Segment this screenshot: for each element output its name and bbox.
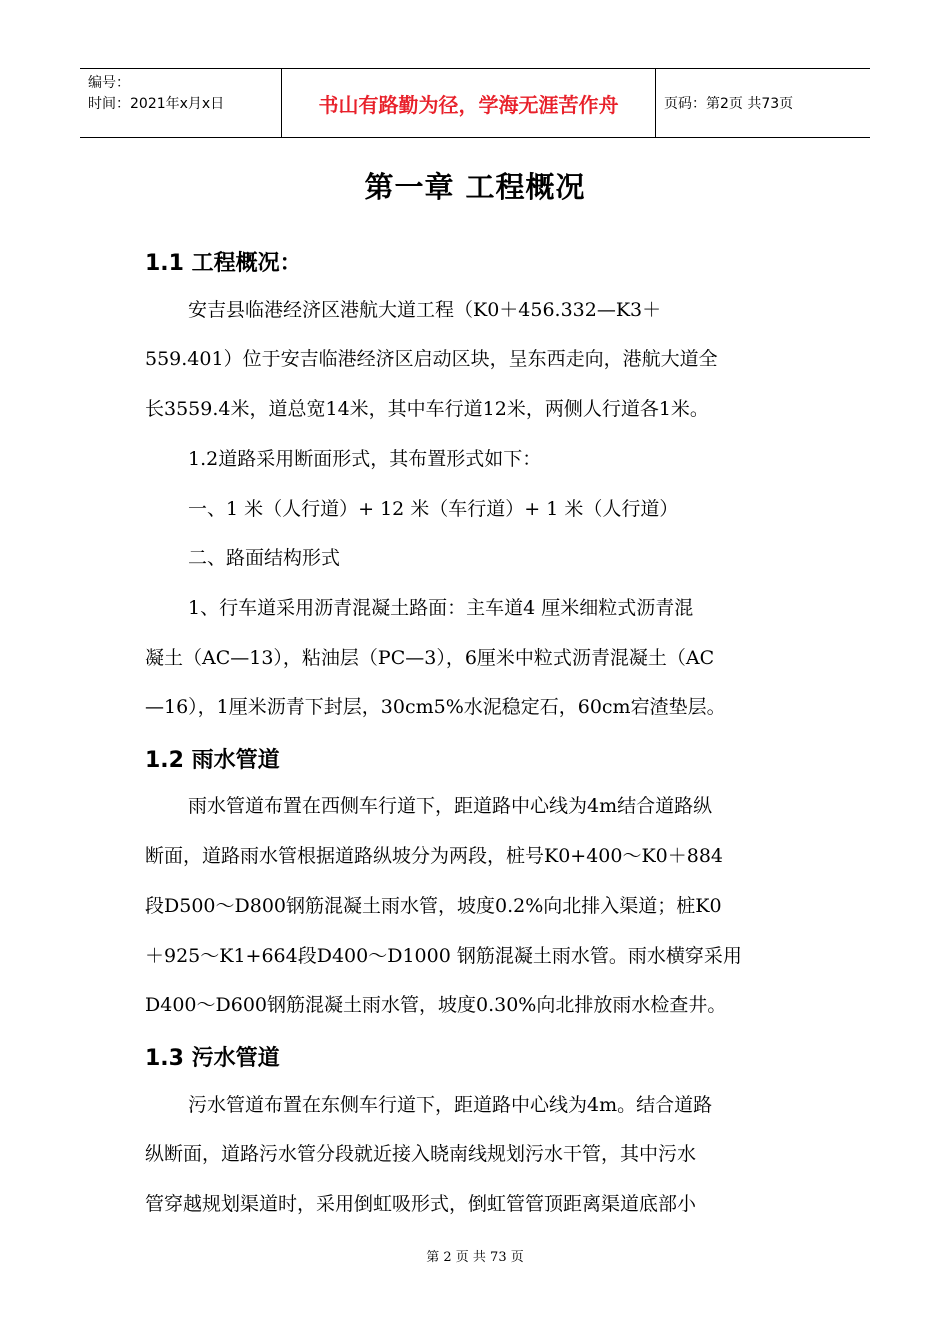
paragraph-line: 段D500～D800钢筋混凝土雨水管，坡度0.2%向北排入渠道；桩K0 <box>145 895 722 917</box>
section-heading-1-3: 1.3 污水管道 <box>145 1046 280 1071</box>
header-motto: 书山有路勤为径，学海无涯苦作舟 <box>281 69 656 137</box>
paragraph-line: ＋925～K1+664段D400～D1000 钢筋混凝土雨水管。雨水横穿采用 <box>145 945 742 967</box>
paragraph-line: —16），1厘米沥青下封层，30cm5%水泥稳定石，60cm宕渣垫层。 <box>145 696 726 718</box>
paragraph-line: 559.401）位于安吉临港经济区启动区块，呈东西走向，港航大道全 <box>145 348 718 370</box>
paragraph-line: 1、行车道采用沥青混凝土路面：主车道4 厘米细粒式沥青混 <box>188 597 694 619</box>
chapter-title: 第一章 工程概况 <box>364 170 586 204</box>
page-footer: 第 2 页 共 73 页 <box>426 1250 524 1265</box>
paragraph-line: 雨水管道布置在西侧车行道下，距道路中心线为4m结合道路纵 <box>188 795 713 817</box>
header-page-info: 页码：第2页 共73页 <box>664 96 794 112</box>
paragraph-line: 1.2道路采用断面形式，其布置形式如下： <box>188 448 542 470</box>
paragraph-line: 二、路面结构形式 <box>188 547 341 569</box>
page-header <box>80 68 870 138</box>
section-heading-1-1: 1.1 工程概况： <box>145 251 302 276</box>
header-time-label: 时间：2021年x月x日 <box>88 96 225 112</box>
paragraph-line: 管穿越规划渠道时，采用倒虹吸形式，倒虹管管顶距离渠道底部小 <box>145 1193 697 1215</box>
paragraph-line: 安吉县临港经济区港航大道工程（K0＋456.332—K3＋ <box>188 299 662 321</box>
section-heading-1-2: 1.2 雨水管道 <box>145 748 280 773</box>
paragraph-line: 一、1 米（人行道）+ 12 米（车行道）+ 1 米（人行道） <box>188 498 679 520</box>
header-meta <box>80 69 281 137</box>
paragraph-line: 长3559.4米，道总宽14米，其中车行道12米，两侧人行道各1米。 <box>145 398 709 420</box>
paragraph-line: 凝土（AC—13），粘油层（PC—3），6厘米中粒式沥青混凝土（AC <box>145 647 715 669</box>
paragraph-line: 纵断面，道路污水管分段就近接入晓南线规划污水干管，其中污水 <box>145 1143 697 1165</box>
paragraph-line: 断面，道路雨水管根据道路纵坡分为两段，桩号K0+400～K0＋884 <box>145 845 724 867</box>
header-number-label: 编号： <box>88 75 130 91</box>
paragraph-line: 污水管道布置在东侧车行道下，距道路中心线为4m。结合道路 <box>188 1094 713 1116</box>
paragraph-line: D400～D600钢筋混凝土雨水管，坡度0.30%向北排放雨水检查井。 <box>145 994 727 1016</box>
